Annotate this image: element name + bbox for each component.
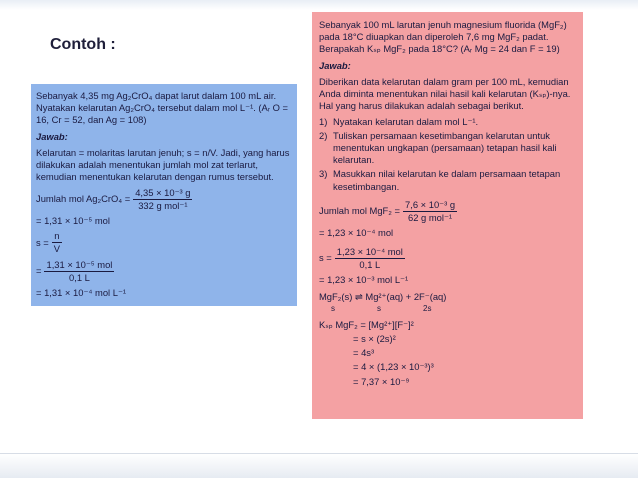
slide-bottom-band <box>0 454 638 478</box>
mol-denominator: 62 g mol⁻¹ <box>408 212 453 224</box>
s-numerator: n <box>52 230 61 243</box>
question-text: Sebanyak 100 mL larutan jenuh magnesium fluorida (MgF₂) pada 18°C diuapkan dan diperoleh 7,6 mg MgF₂ padat. Berapakah Kₛₚ MgF₂ pada 18°C? (Aᵣ Mg = 24 dan F = 19) <box>319 19 567 55</box>
ksp-step: = 4s³ <box>353 347 375 359</box>
step-item <box>319 116 576 128</box>
state-label: 2s <box>423 304 432 314</box>
state-label: s <box>377 304 381 314</box>
mol-equation <box>36 187 292 212</box>
solubility-result: = 1,23 × 10⁻³ mol L⁻¹ <box>319 273 409 285</box>
s-numerator: 1,23 × 10⁻⁴ mol <box>335 246 405 259</box>
mol-result: = 1,23 × 10⁻⁴ mol <box>319 227 394 239</box>
s-denominator: 0,1 L <box>359 258 381 270</box>
mol-equation <box>319 199 576 224</box>
step-number: 2) <box>319 129 328 141</box>
s-fraction <box>335 246 405 271</box>
step-text: Masukkan nilai kelarutan ke dalam persamaan tetapan kesetimbangan. <box>333 168 561 192</box>
ksp-result: = 7,37 × 10⁻⁹ <box>353 375 410 387</box>
jawab-heading: Jawab: <box>319 59 351 71</box>
solubility-result: = 1,31 × 10⁻⁴ mol L⁻¹ <box>36 287 127 299</box>
mol-denominator: 332 g mol⁻¹ <box>138 199 188 211</box>
s2-equals: = <box>36 265 42 277</box>
mol-numerator: 7,6 × 10⁻³ g <box>403 199 457 212</box>
step-item <box>319 168 576 192</box>
s-fraction <box>52 230 62 255</box>
example-box-magnesium-fluoride <box>312 12 583 419</box>
mol-numerator: 4,35 × 10⁻³ g <box>133 187 192 200</box>
step-item <box>319 130 576 167</box>
s-label: s = <box>36 236 49 248</box>
step-number: 1) <box>319 115 328 127</box>
example-box-silver-chromate <box>31 84 297 306</box>
ksp-step: = s × (2s)² <box>353 332 396 344</box>
state-label: s <box>331 304 335 314</box>
mol-result: = 1,31 × 10⁻⁵ mol <box>36 214 110 226</box>
intro-text: Diberikan data kelarutan dalam gram per 100 mL, kemudian Anda diminta menentukan nilai hasil kali kelarutan (Kₛₚ)-nya. Hal yang harus dilakukan adalah sebagai berikut. <box>319 75 571 112</box>
s2-fraction <box>44 259 114 284</box>
s2-numerator: 1,31 × 10⁻⁵ mol <box>44 259 114 272</box>
solubility-formula <box>36 230 292 255</box>
s2-denominator: 0,1 L <box>69 271 90 283</box>
solubility-equation <box>319 246 576 271</box>
s-label: s = <box>319 252 332 264</box>
step-text: Nyatakan kelarutan dalam mol L⁻¹. <box>333 115 479 127</box>
question-text: Sebanyak 4,35 mg Ag₂CrO₄ dapat larut dalam 100 mL air. Nyatakan kelarutan Ag₂CrO₄ tersebut dalam mol L⁻¹. (Aᵣ O = 16, Cr = 52, dan Ag = 108) <box>36 90 289 126</box>
ksp-step: = 4 × (1,23 × 10⁻³)³ <box>353 361 434 373</box>
mol-label: Jumlah mol MgF₂ = <box>319 205 401 217</box>
slide-top-band <box>0 0 638 10</box>
step-text: Tuliskan persamaan kesetimbangan kelarutan untuk menentukan ungkapan (persamaan) tetapan hasil kali kelarutan. <box>333 129 557 166</box>
ksp-expression: Kₛₚ MgF₂ = [Mg²⁺][F⁻]² <box>319 318 414 330</box>
step-number: 3) <box>319 168 328 180</box>
mol-label: Jumlah mol Ag₂CrO₄ = <box>36 193 131 205</box>
explanation-text: Kelarutan = molaritas larutan jenuh; s = n/V. Jadi, yang harus dilakukan adalah menentukan jumlah mol zat terlarut, kemudian menentukan kelarutan dengan rumus tersebut. <box>36 146 290 183</box>
slide-title: Contoh : <box>50 36 116 53</box>
mol-fraction <box>133 187 192 212</box>
equilibrium-states <box>331 304 576 314</box>
solubility-substitution <box>36 259 292 284</box>
equilibrium-equation: MgF₂(s) ⇌ Mg²⁺(aq) + 2F⁻(aq) <box>319 291 447 303</box>
jawab-heading: Jawab: <box>36 130 68 142</box>
s-denominator: V <box>53 243 61 255</box>
mol-fraction <box>403 199 457 224</box>
